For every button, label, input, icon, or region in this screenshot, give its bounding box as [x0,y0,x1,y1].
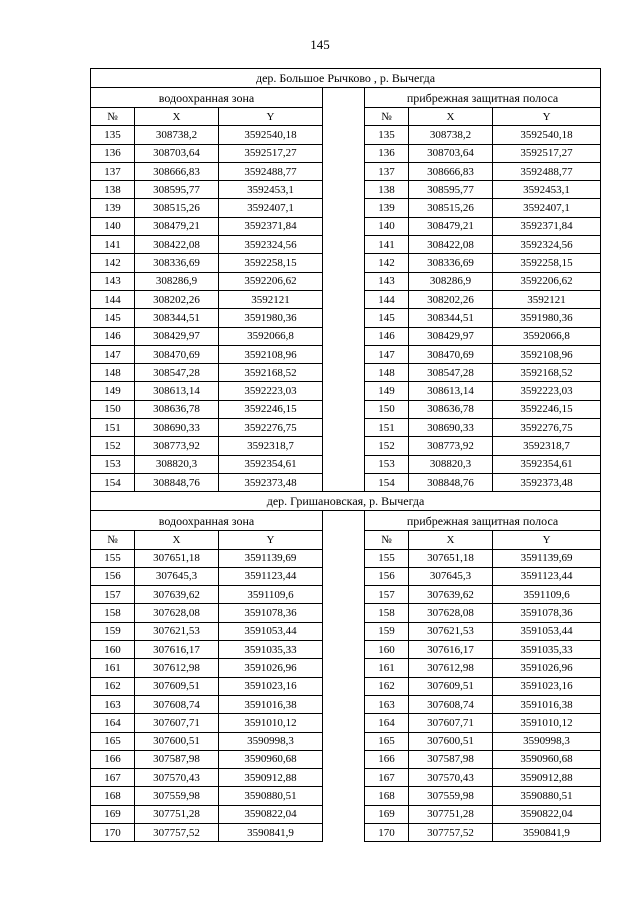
left-y-coordinate: 3592540,18 [219,126,323,144]
left-y-coordinate: 3591023,16 [219,677,323,695]
right-y-coordinate: 3592168,52 [493,364,601,382]
left-point-number: 156 [91,567,135,585]
left-x-coordinate: 307612,98 [135,659,219,677]
left-x-coordinate: 307559,98 [135,787,219,805]
right-y-coordinate: 3591139,69 [493,549,601,567]
left-x-coordinate: 307639,62 [135,586,219,604]
right-x-coordinate: 308470,69 [409,345,493,363]
right-point-number: 143 [365,272,409,290]
section-title-row [91,69,601,88]
right-x-coordinate: 307570,43 [409,769,493,787]
right-x-coordinate: 307645,3 [409,567,493,585]
left-x-coordinate: 308773,92 [135,437,219,455]
table-gap [323,511,365,842]
left-x-coordinate: 308429,97 [135,327,219,345]
right-y-coordinate: 3591053,44 [493,622,601,640]
left-y-coordinate: 3591010,12 [219,714,323,732]
right-y-coordinate: 3591023,16 [493,677,601,695]
left-point-number: 149 [91,382,135,400]
right-y-coordinate: 3592108,96 [493,345,601,363]
right-y-coordinate: 3591123,44 [493,567,601,585]
left-y-coordinate: 3590880,51 [219,787,323,805]
section-title: дер. Большое Рычково , р. Вычегда [91,69,601,88]
left-point-number: 148 [91,364,135,382]
right-x-coordinate: 307612,98 [409,659,493,677]
right-y-coordinate: 3591109,6 [493,586,601,604]
right-x-coordinate: 308636,78 [409,400,493,418]
right-point-number: 163 [365,695,409,713]
left-y-coordinate: 3591109,6 [219,586,323,604]
left-x-coordinate: 307607,71 [135,714,219,732]
left-point-number: 137 [91,162,135,180]
left-y-coordinate: 3590841,9 [219,823,323,841]
right-point-number: 150 [365,400,409,418]
left-x-coordinate: 307570,43 [135,769,219,787]
left-point-number: 140 [91,217,135,235]
right-x-coordinate: 308336,69 [409,254,493,272]
left-x-coordinate: 308515,26 [135,199,219,217]
right-point-number: 144 [365,290,409,308]
right-x-coordinate: 308738,2 [409,126,493,144]
left-x-coordinate: 308636,78 [135,400,219,418]
left-x-coordinate: 308344,51 [135,309,219,327]
right-point-number: 146 [365,327,409,345]
right-y-coordinate: 3592246,15 [493,400,601,418]
right-y-coordinate: 3592488,77 [493,162,601,180]
left-x-coordinate: 307651,18 [135,549,219,567]
right-y-coordinate: 3592517,27 [493,144,601,162]
right-point-number: 157 [365,586,409,604]
right-x-coordinate: 307609,51 [409,677,493,695]
left-x-coordinate: 308336,69 [135,254,219,272]
left-x-coordinate: 308690,33 [135,419,219,437]
right-point-number: 169 [365,805,409,823]
left-y-coordinate: 3592407,1 [219,199,323,217]
right-x-coordinate: 308202,26 [409,290,493,308]
left-x-coordinate: 307751,28 [135,805,219,823]
left-point-number: 153 [91,455,135,473]
left-column-header: X [135,108,219,126]
left-y-coordinate: 3591053,44 [219,622,323,640]
right-y-coordinate: 3591035,33 [493,641,601,659]
left-column-header: № [91,108,135,126]
right-point-number: 137 [365,162,409,180]
right-y-coordinate: 3591010,12 [493,714,601,732]
right-column-header: X [409,108,493,126]
left-x-coordinate: 308547,28 [135,364,219,382]
right-x-coordinate: 308286,9 [409,272,493,290]
left-point-number: 158 [91,604,135,622]
right-point-number: 166 [365,750,409,768]
left-y-coordinate: 3592318,7 [219,437,323,455]
left-x-coordinate: 307757,52 [135,823,219,841]
right-x-coordinate: 307587,98 [409,750,493,768]
right-y-coordinate: 3592407,1 [493,199,601,217]
right-x-coordinate: 308666,83 [409,162,493,180]
right-y-coordinate: 3592223,03 [493,382,601,400]
right-point-number: 139 [365,199,409,217]
left-y-coordinate: 3592246,15 [219,400,323,418]
right-x-coordinate: 307621,53 [409,622,493,640]
right-point-number: 142 [365,254,409,272]
right-point-number: 156 [365,567,409,585]
right-point-number: 151 [365,419,409,437]
left-x-coordinate: 307645,3 [135,567,219,585]
left-point-number: 150 [91,400,135,418]
right-x-coordinate: 308703,64 [409,144,493,162]
left-x-coordinate: 308422,08 [135,236,219,254]
right-y-coordinate: 3590841,9 [493,823,601,841]
left-y-coordinate: 3591016,38 [219,695,323,713]
right-x-coordinate: 307757,52 [409,823,493,841]
right-x-coordinate: 307600,51 [409,732,493,750]
left-x-coordinate: 308613,14 [135,382,219,400]
left-y-coordinate: 3592258,15 [219,254,323,272]
zone-header-row [91,88,601,108]
left-y-coordinate: 3592066,8 [219,327,323,345]
left-x-coordinate: 308848,76 [135,473,219,491]
right-y-coordinate: 3592276,75 [493,419,601,437]
left-x-coordinate: 308479,21 [135,217,219,235]
left-point-number: 152 [91,437,135,455]
left-x-coordinate: 308470,69 [135,345,219,363]
left-point-number: 170 [91,823,135,841]
left-y-coordinate: 3592168,52 [219,364,323,382]
right-point-number: 136 [365,144,409,162]
left-y-coordinate: 3590912,88 [219,769,323,787]
left-point-number: 145 [91,309,135,327]
right-column-header: X [409,531,493,549]
right-x-coordinate: 307616,17 [409,641,493,659]
right-point-number: 147 [365,345,409,363]
right-y-coordinate: 3590880,51 [493,787,601,805]
right-point-number: 168 [365,787,409,805]
left-point-number: 139 [91,199,135,217]
left-column-header: Y [219,531,323,549]
right-x-coordinate: 307628,08 [409,604,493,622]
coordinates-table-body [91,69,601,842]
left-y-coordinate: 3590960,68 [219,750,323,768]
page-number: 145 [310,37,330,52]
right-y-coordinate: 3591016,38 [493,695,601,713]
right-x-coordinate: 308515,26 [409,199,493,217]
left-point-number: 162 [91,677,135,695]
left-point-number: 155 [91,549,135,567]
right-y-coordinate: 3592373,48 [493,473,601,491]
left-y-coordinate: 3592108,96 [219,345,323,363]
right-x-coordinate: 308344,51 [409,309,493,327]
right-y-coordinate: 3592318,7 [493,437,601,455]
left-y-coordinate: 3592488,77 [219,162,323,180]
left-y-coordinate: 3592354,61 [219,455,323,473]
right-y-coordinate: 3592121 [493,290,601,308]
right-x-coordinate: 308820,3 [409,455,493,473]
left-x-coordinate: 308286,9 [135,272,219,290]
right-point-number: 161 [365,659,409,677]
left-point-number: 135 [91,126,135,144]
right-point-number: 158 [365,604,409,622]
right-y-coordinate: 3592371,84 [493,217,601,235]
right-x-coordinate: 308690,33 [409,419,493,437]
left-x-coordinate: 307587,98 [135,750,219,768]
left-y-coordinate: 3591078,36 [219,604,323,622]
right-point-number: 162 [365,677,409,695]
left-y-coordinate: 3591123,44 [219,567,323,585]
right-x-coordinate: 307751,28 [409,805,493,823]
right-x-coordinate: 308429,97 [409,327,493,345]
left-point-number: 157 [91,586,135,604]
right-point-number: 154 [365,473,409,491]
left-x-coordinate: 308202,26 [135,290,219,308]
right-y-coordinate: 3592540,18 [493,126,601,144]
right-point-number: 145 [365,309,409,327]
left-point-number: 169 [91,805,135,823]
left-x-coordinate: 308666,83 [135,162,219,180]
left-column-header: X [135,531,219,549]
right-y-coordinate: 3591026,96 [493,659,601,677]
right-x-coordinate: 308547,28 [409,364,493,382]
left-x-coordinate: 307608,74 [135,695,219,713]
right-point-number: 164 [365,714,409,732]
left-column-header: № [91,531,135,549]
left-y-coordinate: 3592121 [219,290,323,308]
left-point-number: 159 [91,622,135,640]
right-point-number: 165 [365,732,409,750]
right-column-header: Y [493,531,601,549]
left-y-coordinate: 3592517,27 [219,144,323,162]
left-x-coordinate: 308738,2 [135,126,219,144]
left-point-number: 154 [91,473,135,491]
left-y-coordinate: 3591026,96 [219,659,323,677]
right-column-header: Y [493,108,601,126]
right-x-coordinate: 308773,92 [409,437,493,455]
right-point-number: 170 [365,823,409,841]
right-y-coordinate: 3592324,56 [493,236,601,254]
left-y-coordinate: 3591035,33 [219,641,323,659]
left-point-number: 167 [91,769,135,787]
left-y-coordinate: 3592206,62 [219,272,323,290]
right-zone-title: прибрежная защитная полоса [365,511,601,531]
left-zone-title: водоохранная зона [91,511,323,531]
right-point-number: 153 [365,455,409,473]
right-column-header: № [365,531,409,549]
right-y-coordinate: 3592258,15 [493,254,601,272]
right-y-coordinate: 3590912,88 [493,769,601,787]
left-x-coordinate: 308595,77 [135,181,219,199]
coordinates-table [90,68,601,842]
right-point-number: 140 [365,217,409,235]
left-point-number: 141 [91,236,135,254]
left-x-coordinate: 308820,3 [135,455,219,473]
left-point-number: 164 [91,714,135,732]
right-point-number: 141 [365,236,409,254]
section-title-row [91,492,601,511]
right-point-number: 160 [365,641,409,659]
left-point-number: 144 [91,290,135,308]
right-x-coordinate: 308848,76 [409,473,493,491]
right-point-number: 152 [365,437,409,455]
left-point-number: 166 [91,750,135,768]
right-y-coordinate: 3590998,3 [493,732,601,750]
right-y-coordinate: 3592453,1 [493,181,601,199]
right-point-number: 167 [365,769,409,787]
right-x-coordinate: 307608,74 [409,695,493,713]
left-x-coordinate: 308703,64 [135,144,219,162]
right-y-coordinate: 3590822,04 [493,805,601,823]
right-y-coordinate: 3592206,62 [493,272,601,290]
right-zone-title: прибрежная защитная полоса [365,88,601,108]
right-y-coordinate: 3590960,68 [493,750,601,768]
table-gap [323,88,365,492]
right-point-number: 155 [365,549,409,567]
left-y-coordinate: 3592324,56 [219,236,323,254]
left-point-number: 142 [91,254,135,272]
left-zone-title: водоохранная зона [91,88,323,108]
left-x-coordinate: 307609,51 [135,677,219,695]
left-point-number: 168 [91,787,135,805]
left-column-header: Y [219,108,323,126]
right-x-coordinate: 307651,18 [409,549,493,567]
right-x-coordinate: 308613,14 [409,382,493,400]
right-x-coordinate: 308422,08 [409,236,493,254]
left-point-number: 138 [91,181,135,199]
section-title: дер. Гришановская, р. Вычегда [91,492,601,511]
left-point-number: 160 [91,641,135,659]
left-y-coordinate: 3592371,84 [219,217,323,235]
left-y-coordinate: 3591139,69 [219,549,323,567]
right-point-number: 148 [365,364,409,382]
left-point-number: 143 [91,272,135,290]
left-point-number: 161 [91,659,135,677]
zone-header-row [91,511,601,531]
left-point-number: 165 [91,732,135,750]
left-y-coordinate: 3590822,04 [219,805,323,823]
left-x-coordinate: 307621,53 [135,622,219,640]
left-y-coordinate: 3592453,1 [219,181,323,199]
right-x-coordinate: 307639,62 [409,586,493,604]
right-x-coordinate: 307559,98 [409,787,493,805]
right-x-coordinate: 308479,21 [409,217,493,235]
right-y-coordinate: 3591980,36 [493,309,601,327]
left-point-number: 136 [91,144,135,162]
left-point-number: 163 [91,695,135,713]
right-y-coordinate: 3592066,8 [493,327,601,345]
left-point-number: 147 [91,345,135,363]
right-y-coordinate: 3591078,36 [493,604,601,622]
left-point-number: 151 [91,419,135,437]
left-y-coordinate: 3592276,75 [219,419,323,437]
left-y-coordinate: 3590998,3 [219,732,323,750]
left-x-coordinate: 307600,51 [135,732,219,750]
right-point-number: 149 [365,382,409,400]
right-point-number: 135 [365,126,409,144]
left-point-number: 146 [91,327,135,345]
left-y-coordinate: 3591980,36 [219,309,323,327]
right-point-number: 138 [365,181,409,199]
right-point-number: 159 [365,622,409,640]
right-x-coordinate: 307607,71 [409,714,493,732]
left-y-coordinate: 3592223,03 [219,382,323,400]
left-y-coordinate: 3592373,48 [219,473,323,491]
left-x-coordinate: 307616,17 [135,641,219,659]
left-x-coordinate: 307628,08 [135,604,219,622]
right-column-header: № [365,108,409,126]
right-y-coordinate: 3592354,61 [493,455,601,473]
right-x-coordinate: 308595,77 [409,181,493,199]
